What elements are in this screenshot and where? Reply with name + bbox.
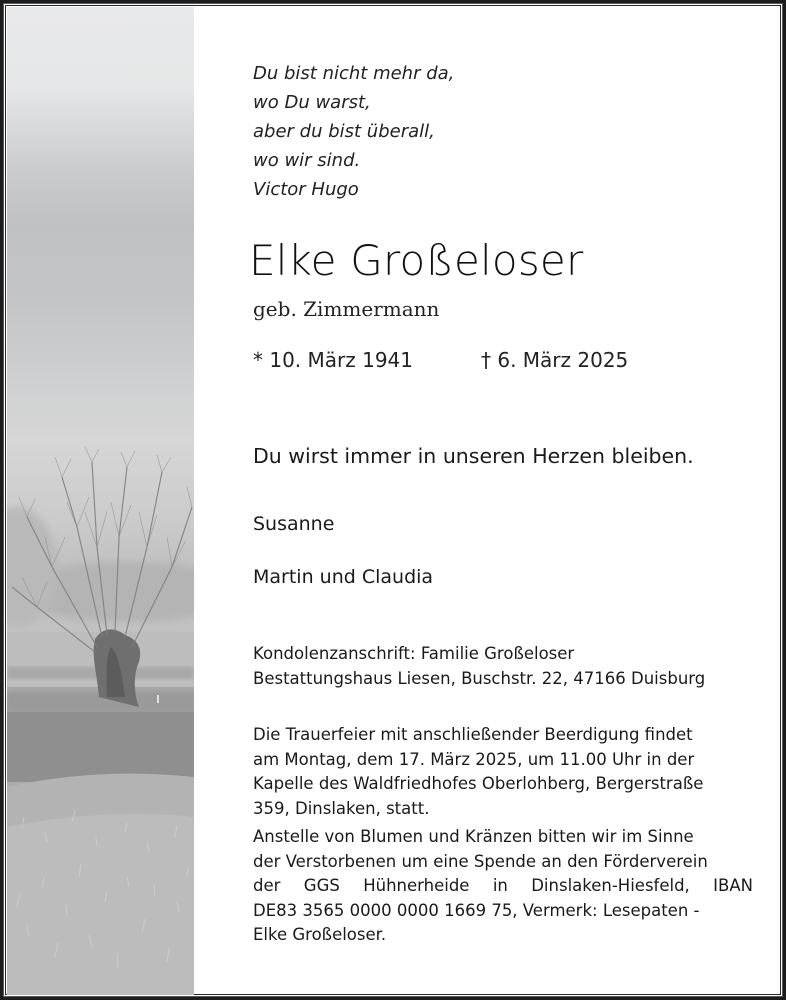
farewell-message: Du wirst immer in unseren Herzen bleiben.	[253, 444, 694, 468]
donation-line: Anstelle von Blumen und Kränzen bitten wir im Sinne	[253, 827, 694, 846]
funeral-line: Die Trauerfeier mit anschließender Beerdigung findet	[253, 725, 693, 744]
memorial-quote	[253, 59, 454, 204]
funeral-line: am Montag, dem 17. März 2025, um 11.00 Uhr in der	[253, 749, 695, 769]
condolence-line: Bestattungshaus Liesen, Buschstr. 22, 47166 Duisburg	[253, 668, 706, 688]
quote-line: wo wir sind.	[253, 150, 361, 171]
donation-line: der Verstorbenen um eine Spende an den Förderverein	[253, 851, 708, 871]
condolence-line: Kondolenzanschrift: Familie Großeloser	[253, 644, 575, 663]
donation-line: Elke Großeloser.	[253, 925, 387, 944]
tree-landscape-image	[7, 7, 194, 995]
condolence-address	[253, 642, 753, 691]
obituary-notice	[3, 3, 783, 997]
funeral-line: Kapelle des Waldfriedhofes Oberlohberg, Bergerstraße	[253, 774, 704, 793]
quote-line: Du bist nicht mehr da,	[253, 63, 455, 84]
birth-date: * 10. März 1941	[253, 348, 414, 372]
quote-line: aber du bist überall,	[253, 121, 435, 142]
mourner-name: Susanne	[253, 513, 335, 535]
mourner-name: Martin und Claudia	[253, 566, 434, 588]
donation-line: der GGS Hühnerheide in Dinslaken-Hiesfeld, IBAN	[253, 876, 753, 895]
death-date: † 6. März 2025	[481, 348, 629, 372]
donation-line: DE83 3565 0000 0000 1669 75, Vermerk: Lesepaten -	[253, 900, 700, 920]
donation-request	[253, 825, 753, 948]
funeral-line: 359, Dinslaken, statt.	[253, 798, 430, 818]
quote-line: wo Du warst,	[253, 92, 371, 113]
landscape-photo	[7, 7, 194, 995]
deceased-name: Elke Großeloser	[249, 236, 584, 285]
birth-name: geb. Zimmermann	[253, 297, 440, 321]
quote-author: Victor Hugo	[253, 179, 359, 200]
funeral-details	[253, 723, 753, 821]
